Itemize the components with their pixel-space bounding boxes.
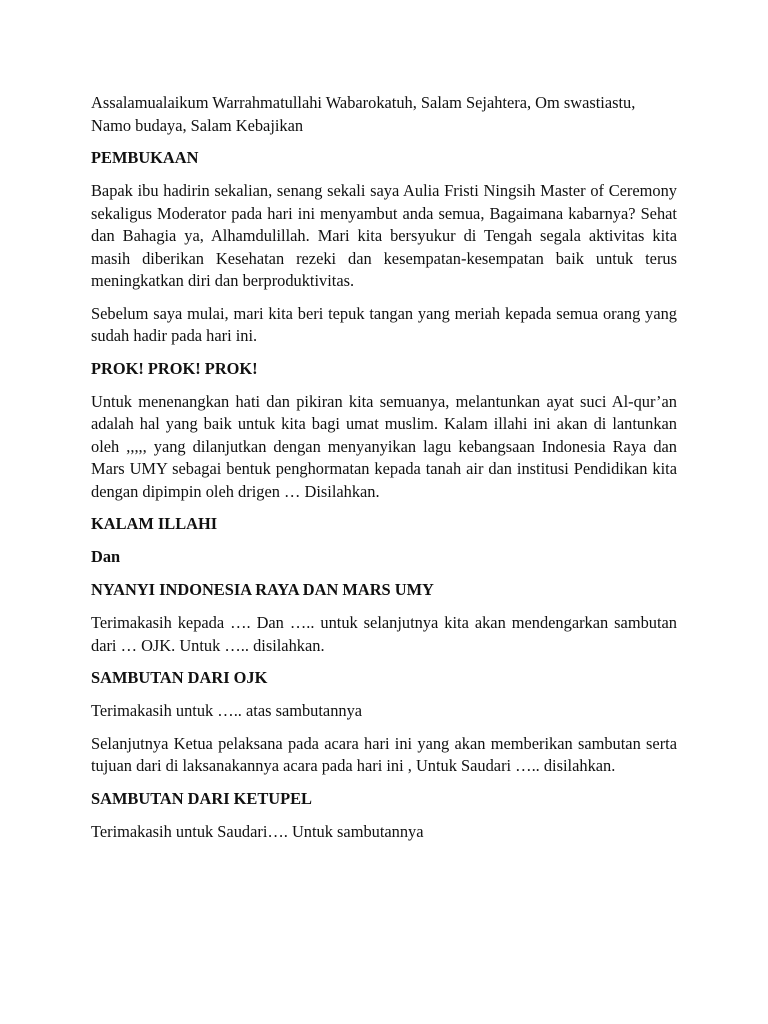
opening-paragraph: Bapak ibu hadirin sekalian, senang sekali saya Aulia Fristi Ningsih Master of Ceremony sekaligus Moderator pada hari ini menyambut anda semua, Bagaimana kabarnya? Sehat dan Bahagia ya, Alhamdulillah. Mari kita bersyukur di Tengah segala aktivitas kita masih diberikan Kesehatan rezeki dan kesempatan-kesempatan baik untuk terus meningkatkan diri dan berproduktivitas. xyxy=(91,181,677,290)
heading-sambutan-ketupel: SAMBUTAN DARI KETUPEL xyxy=(91,788,312,808)
document-page xyxy=(91,92,677,853)
heading-pembukaan: PEMBUKAAN xyxy=(91,148,199,167)
quran-recitation-paragraph: Untuk menenangkan hati dan pikiran kita semuanya, melantunkan ayat suci Al-qur’an adalah hal yang baik untuk kita bagi umat muslim. Kalam illahi ini akan di lantunkan oleh ,,,,, yang dilanjutkan dengan menyanyikan lagu kebangsaan Indonesia Raya dan Mars UMY sebagai bentuk penghormatan kepada tanah air dan institusi Pendidikan kita dengan dipimpin oleh drigen … Disilahkan. xyxy=(91,391,677,501)
applause-paragraph: Sebelum saya mulai, mari kita beri tepuk tangan yang meriah kepada semua orang yang sudah hadir pada hari ini. xyxy=(91,303,677,345)
heading-nyanyi-indonesia-raya: NYANYI INDONESIA RAYA DAN MARS UMY xyxy=(91,580,434,599)
heading-kalam-illahi: KALAM ILLAHI xyxy=(91,514,218,533)
thanks-saudari-paragraph: Terimakasih untuk Saudari…. Untuk sambutannya xyxy=(91,821,424,841)
ketupel-intro-paragraph: Selanjutnya Ketua pelaksana pada acara hari ini yang akan memberikan sambutan serta tujuan dari di laksanakannya acara pada hari ini , Untuk Saudari ….. disilahkan. xyxy=(91,733,677,775)
heading-sambutan-ojk: SAMBUTAN DARI OJK xyxy=(91,668,268,687)
greeting-paragraph: Assalamualaikum Warrahmatullahi Wabarokatuh, Salam Sejahtera, Om swastiastu, Namo budaya, Salam Kebajikan xyxy=(91,93,636,135)
heading-prok: PROK! PROK! PROK! xyxy=(91,358,258,378)
thanks-ojk-paragraph: Terimakasih kepada …. Dan ….. untuk selanjutnya kita akan mendengarkan sambutan dari … OJK. Untuk ….. disilahkan. xyxy=(91,613,677,655)
heading-dan: Dan xyxy=(91,547,121,566)
thanks-sambutan-paragraph: Terimakasih untuk ….. atas sambutannya xyxy=(91,701,363,720)
